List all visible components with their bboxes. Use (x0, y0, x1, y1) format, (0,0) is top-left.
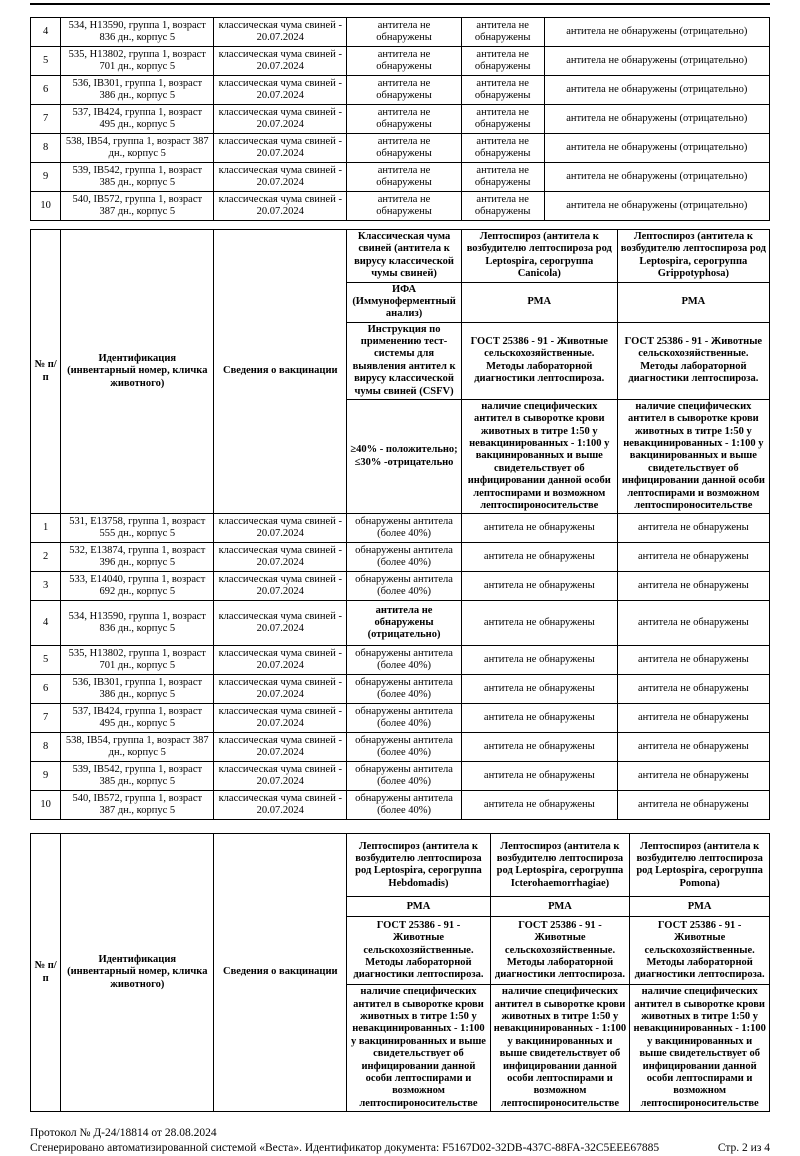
page-break-line (30, 3, 770, 5)
standard-gost-1: ГОСТ 25386 - 91 - Животные сельскохозяйственные. Методы лабораторной диагностики лептоспироза. (461, 322, 617, 399)
method-rma-1: РМА (347, 897, 490, 917)
cell-r3: антитела не обнаружены (617, 762, 769, 791)
cell-r1: обнаружены антитела (более 40%) (347, 543, 462, 572)
cell-r1: антитела не обнаружены (347, 18, 462, 47)
col-header-vaccination: Сведения о вакцинации (214, 834, 347, 1112)
table-row (31, 733, 770, 762)
cell-num: 9 (31, 163, 61, 192)
cell-r2: антитела не обнаружены (461, 192, 544, 221)
cell-r2: антитела не обнаружены (461, 543, 617, 572)
results-table-body (31, 514, 770, 820)
interpretation-csf: ≥40% - положительно; ≤30% -отрицательно (347, 399, 462, 513)
cell-num: 6 (31, 675, 61, 704)
cell-vacc: классическая чума свиней - 20.07.2024 (214, 163, 347, 192)
cell-r3: антитела не обнаружены (617, 514, 769, 543)
cell-r2: антитела не обнаружены (461, 134, 544, 163)
generated-by-line: Сгенерировано автоматизированной системой «Веста». Идентификатор документа: F5167D02-32DB-437C-88FA-32C5EEE67885 (30, 1141, 660, 1154)
cell-vacc: классическая чума свиней - 20.07.2024 (214, 601, 347, 646)
standard-gost-3: ГОСТ 25386 - 91 - Животные сельскохозяйственные. Методы лабораторной диагностики лептоспироза. (630, 917, 770, 985)
table-row (31, 704, 770, 733)
table-row (31, 675, 770, 704)
col-header-disease-csf: Классическая чума свиней (антитела к вирусу классической чумы свиней) (347, 230, 462, 283)
cell-r2: антитела не обнаружены (461, 675, 617, 704)
cell-r3: антитела не обнаружены (617, 543, 769, 572)
table-row (31, 762, 770, 791)
cell-id: 539, IB542, группа 1, возраст 385 дн., корпус 5 (61, 762, 214, 791)
cell-vacc: классическая чума свиней - 20.07.2024 (214, 791, 347, 820)
cell-vacc: классическая чума свиней - 20.07.2024 (214, 192, 347, 221)
cell-r1: антитела не обнаружены (отрицательно) (347, 601, 462, 646)
table-row (31, 18, 770, 47)
cell-id: 537, IB424, группа 1, возраст 495 дн., корпус 5 (61, 105, 214, 134)
cell-num: 4 (31, 18, 61, 47)
results-table-header (31, 230, 770, 514)
cell-r1: обнаружены антитела (более 40%) (347, 762, 462, 791)
table-row (31, 646, 770, 675)
col-header-num: № п/п (31, 230, 61, 514)
cell-id: 534, Н13590, группа 1, возраст 836 дн., корпус 5 (61, 18, 214, 47)
cell-vacc: классическая чума свиней - 20.07.2024 (214, 733, 347, 762)
col-header-disease-lepto-icterohaemorrhagiae: Лептоспироз (антитела к возбудителю лептоспироза род Leptospira, серогруппа Icterohaemorrhagiae) (490, 834, 630, 897)
cell-r3: антитела не обнаружены (отрицательно) (544, 105, 769, 134)
cell-r1: обнаружены антитела (более 40%) (347, 733, 462, 762)
cell-r3: антитела не обнаружены (отрицательно) (544, 47, 769, 76)
cell-r1: антитела не обнаружены (347, 47, 462, 76)
cell-r3: антитела не обнаружены (617, 675, 769, 704)
cell-r1: обнаружены антитела (более 40%) (347, 675, 462, 704)
cell-r3: антитела не обнаружены (617, 704, 769, 733)
cell-r1: обнаружены антитела (более 40%) (347, 646, 462, 675)
table-row (31, 791, 770, 820)
cell-r1: антитела не обнаружены (347, 134, 462, 163)
standard-gost-2: ГОСТ 25386 - 91 - Животные сельскохозяйственные. Методы лабораторной диагностики лептоспироза. (617, 322, 769, 399)
table-row (31, 134, 770, 163)
cell-vacc: классическая чума свиней - 20.07.2024 (214, 514, 347, 543)
cell-vacc: классическая чума свиней - 20.07.2024 (214, 704, 347, 733)
cell-r2: антитела не обнаружены (461, 791, 617, 820)
protocol-number-line: Протокол № Д-24/18814 от 28.08.2024 (30, 1127, 217, 1139)
table-gap (30, 221, 770, 229)
cell-r3: антитела не обнаружены (отрицательно) (544, 192, 769, 221)
cell-num: 4 (31, 601, 61, 646)
cell-id: 534, Н13590, группа 1, возраст 836 дн., корпус 5 (61, 601, 214, 646)
page-number: Стр. 2 из 4 (717, 1141, 770, 1154)
table-row (31, 514, 770, 543)
cell-num: 3 (31, 572, 61, 601)
cell-num: 7 (31, 105, 61, 134)
cell-r2: антитела не обнаружены (461, 76, 544, 105)
cell-num: 5 (31, 47, 61, 76)
table-row (31, 105, 770, 134)
cell-r1: антитела не обнаружены (347, 76, 462, 105)
cell-vacc: классическая чума свиней - 20.07.2024 (214, 646, 347, 675)
cell-id: 532, Е13874, группа 1, возраст 396 дн., корпус 5 (61, 543, 214, 572)
cell-vacc: классическая чума свиней - 20.07.2024 (214, 105, 347, 134)
cell-r1: обнаружены антитела (более 40%) (347, 791, 462, 820)
cell-num: 6 (31, 76, 61, 105)
cell-r3: антитела не обнаружены (отрицательно) (544, 134, 769, 163)
interpretation-lepto-2: наличие специфических антител в сыворотке крови животных в титре 1:50 у невакцинированных - 1:100 у вакцинированных и выше свидетельствует об инфицировании данной особи лептоспирами и возможном лептоспироносительстве (490, 985, 630, 1112)
results-table-leptospirosis-serogroups (30, 833, 770, 1112)
table-row (31, 601, 770, 646)
cell-id: 538, IB54, группа 1, возраст 387 дн., корпус 5 (61, 134, 214, 163)
cell-id: 536, IB301, группа 1, возраст 386 дн., корпус 5 (61, 76, 214, 105)
table-gap (30, 820, 770, 833)
cell-r2: антитела не обнаружены (461, 514, 617, 543)
cell-vacc: классическая чума свиней - 20.07.2024 (214, 134, 347, 163)
table-row (31, 47, 770, 76)
standard-gost-1: ГОСТ 25386 - 91 - Животные сельскохозяйственные. Методы лабораторной диагностики лептоспироза. (347, 917, 490, 985)
cell-id: 540, IB572, группа 1, возраст 387 дн., корпус 5 (61, 192, 214, 221)
col-header-disease-lepto-pomona: Лептоспироз (антитела к возбудителю лептоспироза род Leptospira, серогруппа Pomona) (630, 834, 770, 897)
cell-num: 10 (31, 192, 61, 221)
cell-vacc: классическая чума свиней - 20.07.2024 (214, 76, 347, 105)
cell-num: 7 (31, 704, 61, 733)
cell-r2: антитела не обнаружены (461, 47, 544, 76)
method-rma-3: РМА (630, 897, 770, 917)
results-table-csf-leptospirosis (30, 229, 770, 820)
cell-vacc: классическая чума свиней - 20.07.2024 (214, 572, 347, 601)
table-row (31, 572, 770, 601)
cell-num: 8 (31, 733, 61, 762)
cell-r1: антитела не обнаружены (347, 105, 462, 134)
cell-num: 8 (31, 134, 61, 163)
interpretation-lepto-1: наличие специфических антител в сыворотке крови животных в титре 1:50 у невакцинированных - 1:100 у вакцинированных и выше свидетельствует об инфицировании данной особи лептоспирами и возможном лептоспироносительстве (347, 985, 490, 1112)
cell-id: 531, Е13758, группа 1, возраст 555 дн., корпус 5 (61, 514, 214, 543)
cell-r2: антитела не обнаружены (461, 163, 544, 192)
col-header-identification: Идентификация (инвентарный номер, кличка животного) (61, 834, 214, 1112)
col-header-disease-lepto-canicola: Лептоспироз (антитела к возбудителю лептоспироза род Leptospira, серогруппа Canicola) (461, 230, 617, 283)
cell-num: 2 (31, 543, 61, 572)
cell-vacc: классическая чума свиней - 20.07.2024 (214, 18, 347, 47)
cell-id: 536, IB301, группа 1, возраст 386 дн., корпус 5 (61, 675, 214, 704)
table-row (31, 192, 770, 221)
cell-vacc: классическая чума свиней - 20.07.2024 (214, 47, 347, 76)
cell-num: 9 (31, 762, 61, 791)
col-header-num: № п/п (31, 834, 61, 1112)
cell-r2: антитела не обнаружены (461, 572, 617, 601)
col-header-disease-lepto-hebdomadis: Лептоспироз (антитела к возбудителю лептоспироза род Leptospira, серогруппа Hebdomadis) (347, 834, 490, 897)
interpretation-lepto-1: наличие специфических антител в сыворотке крови животных в титре 1:50 у невакцинированных - 1:100 у вакцинированных и выше свидетельствует об инфицировании данной особи лептоспирами и возможном лептоспироносительстве (461, 399, 617, 513)
cell-r2: антитела не обнаружены (461, 762, 617, 791)
interpretation-lepto-2: наличие специфических антител в сыворотке крови животных в титре 1:50 у невакцинированных - 1:100 у вакцинированных и выше свидетельствует об инфицировании данной особи лептоспирами и возможном лептоспироносительстве (617, 399, 769, 513)
footer (30, 1126, 770, 1156)
cell-r2: антитела не обнаружены (461, 105, 544, 134)
cell-vacc: классическая чума свиней - 20.07.2024 (214, 762, 347, 791)
cell-num: 1 (31, 514, 61, 543)
cell-num: 10 (31, 791, 61, 820)
method-rma-1: РМА (461, 282, 617, 322)
cell-num: 5 (31, 646, 61, 675)
interpretation-lepto-3: наличие специфических антител в сыворотке крови животных в титре 1:50 у невакцинированных - 1:100 у вакцинированных и выше свидетельствует об инфицировании данной особи лептоспирами и возможном лептоспироносительстве (630, 985, 770, 1112)
method-rma-2: РМА (617, 282, 769, 322)
cell-r1: антитела не обнаружены (347, 163, 462, 192)
table-row (31, 76, 770, 105)
cell-r2: антитела не обнаружены (461, 18, 544, 47)
table-row (31, 163, 770, 192)
cell-r3: антитела не обнаружены (617, 572, 769, 601)
method-elisa: ИФА (Иммуноферментный анализ) (347, 282, 462, 322)
cell-r3: антитела не обнаружены (617, 646, 769, 675)
cell-r2: антитела не обнаружены (461, 646, 617, 675)
cell-id: 533, Е14040, группа 1, возраст 692 дн., корпус 5 (61, 572, 214, 601)
cell-r1: обнаружены антитела (более 40%) (347, 704, 462, 733)
results-table-body (31, 18, 770, 221)
col-header-identification: Идентификация (инвентарный номер, кличка животного) (61, 230, 214, 514)
standard-csf: Инструкция по применению тест-системы для выявления антител к вирусу классической чумы свиней (CSFV) (347, 322, 462, 399)
col-header-disease-lepto-grippotyphosa: Лептоспироз (антитела к возбудителю лептоспироза род Leptospira, серогруппа Grippotyphosa) (617, 230, 769, 283)
cell-id: 537, IB424, группа 1, возраст 495 дн., корпус 5 (61, 704, 214, 733)
col-header-vaccination: Сведения о вакцинации (214, 230, 347, 514)
cell-r1: обнаружены антитела (более 40%) (347, 514, 462, 543)
table-row (31, 543, 770, 572)
cell-id: 539, IB542, группа 1, возраст 385 дн., корпус 5 (61, 163, 214, 192)
cell-r1: антитела не обнаружены (347, 192, 462, 221)
cell-r1: обнаружены антитела (более 40%) (347, 572, 462, 601)
cell-vacc: классическая чума свиней - 20.07.2024 (214, 675, 347, 704)
cell-r2: антитела не обнаружены (461, 601, 617, 646)
cell-r2: антитела не обнаружены (461, 733, 617, 762)
results-table-header (31, 834, 770, 1112)
cell-id: 538, IB54, группа 1, возраст 387 дн., корпус 5 (61, 733, 214, 762)
cell-r3: антитела не обнаружены (отрицательно) (544, 18, 769, 47)
cell-r3: антитела не обнаружены (отрицательно) (544, 163, 769, 192)
results-table-continuation (30, 17, 770, 221)
cell-r2: антитела не обнаружены (461, 704, 617, 733)
standard-gost-2: ГОСТ 25386 - 91 - Животные сельскохозяйственные. Методы лабораторной диагностики лептоспироза. (490, 917, 630, 985)
cell-id: 535, Н13802, группа 1, возраст 701 дн., корпус 5 (61, 646, 214, 675)
cell-vacc: классическая чума свиней - 20.07.2024 (214, 543, 347, 572)
cell-r3: антитела не обнаружены (617, 733, 769, 762)
cell-id: 535, Н13802, группа 1, возраст 701 дн., корпус 5 (61, 47, 214, 76)
cell-id: 540, IB572, группа 1, возраст 387 дн., корпус 5 (61, 791, 214, 820)
cell-r3: антитела не обнаружены (617, 601, 769, 646)
cell-r3: антитела не обнаружены (отрицательно) (544, 76, 769, 105)
cell-r3: антитела не обнаружены (617, 791, 769, 820)
method-rma-2: РМА (490, 897, 630, 917)
